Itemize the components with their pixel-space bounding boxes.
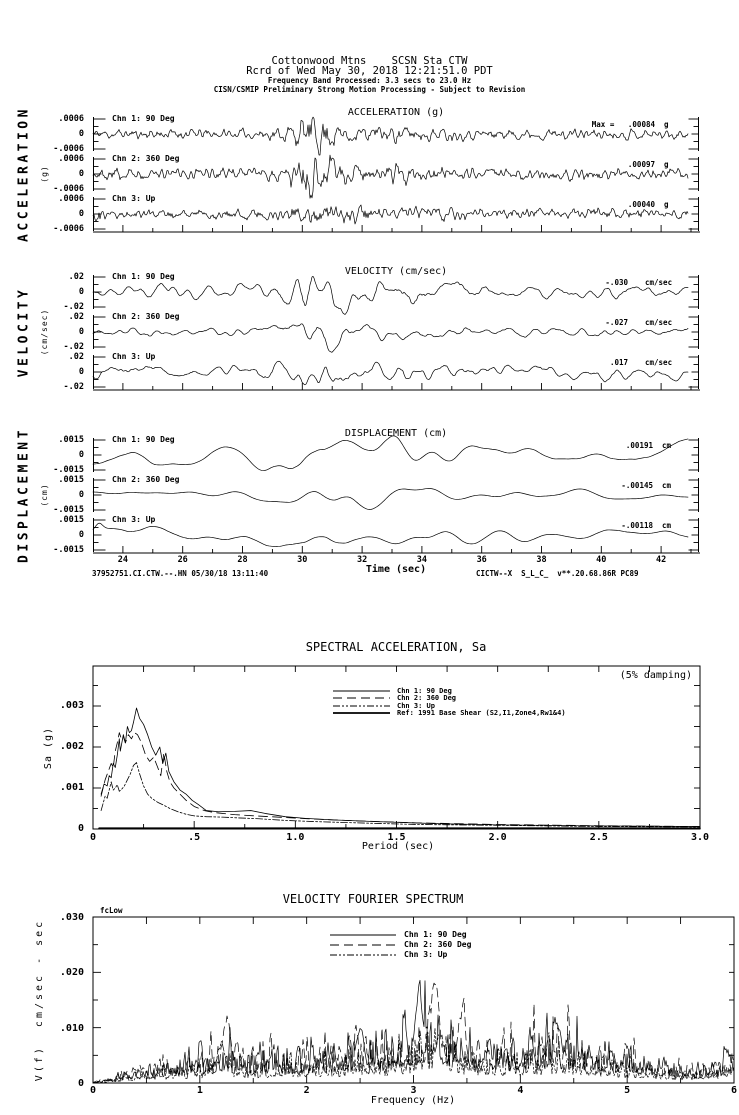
sa-x-tick-label: 2.0 [488, 832, 507, 843]
channel-label: Chn 3: Up [112, 515, 156, 524]
scale-tick-label: -.0006 [53, 224, 84, 234]
panel-side-label: ACCELERATION [16, 106, 32, 242]
fourier-x-tick-label: 4 [517, 1085, 524, 1096]
peak-value-label: Max = .00084 [591, 120, 655, 129]
record-stamp-right: CICTW--X S_L_C_ v**.20.68.86R PC89 [476, 569, 639, 578]
fourier-x-tick-label: 5 [624, 1085, 631, 1096]
peak-value-label: .00040 [627, 200, 655, 209]
sa-title: SPECTRAL ACCELERATION, Sa [305, 640, 487, 654]
time-tick-label: 24 [117, 555, 129, 565]
fourier-x-tick-label: 1 [196, 1085, 203, 1096]
sa-y-tick-label: .001 [59, 782, 84, 793]
peak-value-label: .017 [609, 358, 628, 367]
time-tick-label: 26 [177, 555, 188, 565]
time-tick-label: 32 [356, 555, 368, 565]
panel-side-units: (g) [40, 165, 49, 183]
peak-units-label: cm [662, 481, 672, 490]
header-disclaimer-line: CISN/CSMIP Preliminary Strong Motion Processing - Subject to Revision [213, 85, 526, 94]
time-tick-label: 28 [237, 555, 248, 565]
peak-units-label: g [664, 120, 669, 129]
scale-tick-label: -.0006 [53, 144, 84, 154]
panel-title: ACCELERATION (g) [347, 107, 445, 118]
panel-title: VELOCITY (cm/sec) [344, 266, 448, 277]
sa-x-tick-label: 1.0 [286, 832, 305, 843]
sa-legend-label: Ref: 1991 Base Shear (S2,I1,Zone4,Rw1&4) [397, 708, 566, 717]
panel-side-units: (cm) [40, 483, 49, 507]
scale-tick-label: -.02 [63, 382, 84, 392]
time-tick-label: 30 [297, 555, 308, 565]
channel-label: Chn 2: 360 Deg [112, 312, 180, 321]
record-stamp-left: 37952751.CI.CTW.--.HN 05/30/18 13:11:40 [92, 569, 269, 578]
header-station-line: Cottonwood Mtns SCSN Sta CTW [271, 55, 468, 67]
fourier-x-tick-label: 2 [303, 1085, 310, 1096]
scale-tick-label: .0015 [58, 435, 84, 445]
scale-tick-label: .0015 [58, 515, 84, 525]
sa-legend-label: Chn 3: Up [397, 701, 435, 710]
channel-label: Chn 2: 360 Deg [112, 154, 180, 163]
header-band-line: Frequency Band Processed: 3.3 secs to 23.0 Hz [267, 76, 472, 85]
scale-tick-label: 0 [78, 327, 84, 337]
fourier-x-tick-label: 6 [730, 1085, 738, 1096]
sa-x-tick-label: 2.5 [589, 832, 608, 843]
fourier-corner-frequency-label: fcLow [100, 906, 123, 915]
peak-value-label: -.027 [605, 318, 628, 327]
fourier-x-tick-label: 0 [89, 1085, 97, 1096]
fourier-x-axis-label: Frequency (Hz) [370, 1095, 456, 1106]
fourier-title: VELOCITY FOURIER SPECTRUM [282, 892, 464, 906]
channel-label: Chn 3: Up [112, 352, 156, 361]
sa-x-tick-label: .5 [188, 832, 201, 843]
scale-tick-label: .02 [68, 272, 84, 282]
scale-tick-label: 0 [78, 287, 84, 297]
scale-tick-label: -.02 [63, 342, 84, 352]
scale-tick-label: 0 [78, 367, 84, 377]
scale-tick-label: .0006 [58, 114, 84, 124]
peak-value-label: -.030 [605, 278, 628, 287]
fourier-legend-label: Chn 3: Up [404, 950, 448, 959]
scale-tick-label: .0006 [58, 194, 84, 204]
sa-legend-label: Chn 2: 360 Deg [397, 693, 457, 702]
time-axis-label: Time (sec) [365, 564, 427, 575]
sa-y-tick-label: 0 [77, 823, 84, 834]
panel-side-units: (cm/sec) [40, 308, 49, 356]
time-tick-label: 42 [655, 555, 667, 565]
scale-tick-label: -.0006 [53, 184, 84, 194]
peak-units-label: g [664, 160, 669, 169]
sa-x-tick-label: 1.5 [387, 832, 406, 843]
scale-tick-label: -.02 [63, 302, 84, 312]
peak-units-label: cm/sec [645, 318, 673, 327]
scale-tick-label: 0 [78, 450, 84, 460]
peak-value-label: -.00145 [621, 481, 653, 490]
time-tick-label: 34 [416, 555, 428, 565]
panel-side-label: DISPLACEMENT [16, 427, 32, 563]
scale-tick-label: -.0015 [53, 465, 84, 475]
panel-title: DISPLACEMENT (cm) [344, 428, 448, 439]
peak-units-label: cm [662, 521, 672, 530]
fourier-legend-label: Chn 2: 360 Deg [404, 940, 472, 949]
scale-tick-label: .0015 [58, 475, 84, 485]
fourier-y-tick-label: 0 [77, 1078, 84, 1089]
sa-x-axis-label: Period (sec) [361, 841, 435, 852]
fourier-y-tick-label: .030 [59, 912, 84, 923]
fourier-y-tick-label: .010 [59, 1022, 84, 1034]
sa-damping-note: (5% damping) [619, 670, 692, 681]
peak-value-label: .00191 [625, 441, 653, 450]
sa-y-axis-label: Sa (g) [43, 726, 54, 770]
fourier-x-tick-label: 3 [410, 1085, 417, 1096]
fourier-y-tick-label: .020 [59, 967, 84, 979]
scale-tick-label: 0 [78, 530, 84, 540]
channel-label: Chn 3: Up [112, 194, 156, 203]
channel-label: Chn 2: 360 Deg [112, 475, 180, 484]
sa-x-tick-label: 0 [89, 832, 97, 843]
peak-value-label: -.00118 [621, 521, 653, 530]
time-tick-label: 36 [476, 555, 487, 565]
fourier-y-axis-label: V(f) cm/sec - sec [34, 918, 45, 1082]
time-tick-label: 38 [536, 555, 547, 565]
scale-tick-label: .02 [68, 312, 84, 322]
scale-tick-label: .02 [68, 352, 84, 362]
peak-value-label: .00097 [627, 160, 655, 169]
scale-tick-label: -.0015 [53, 545, 84, 555]
peak-units-label: cm [662, 441, 672, 450]
sa-y-tick-label: .003 [59, 700, 84, 711]
sa-x-tick-label: 3.0 [690, 832, 710, 843]
peak-units-label: cm/sec [645, 358, 673, 367]
sa-legend-label: Chn 1: 90 Deg [397, 686, 452, 695]
time-tick-label: 40 [596, 555, 607, 565]
channel-label: Chn 1: 90 Deg [112, 272, 175, 281]
scale-tick-label: 0 [78, 129, 84, 139]
scale-tick-label: -.0015 [53, 505, 84, 515]
peak-units-label: g [664, 200, 669, 209]
scale-tick-label: 0 [78, 490, 84, 500]
fourier-legend-label: Chn 1: 90 Deg [404, 930, 467, 939]
sa-y-tick-label: .002 [59, 741, 84, 752]
scale-tick-label: 0 [78, 209, 84, 219]
channel-label: Chn 1: 90 Deg [112, 435, 175, 444]
scale-tick-label: 0 [78, 169, 84, 179]
panel-side-label: VELOCITY [16, 286, 32, 378]
header-record-line: Rcrd of Wed May 30, 2018 12:21:51.0 PDT [246, 65, 493, 77]
peak-units-label: cm/sec [645, 278, 673, 287]
scale-tick-label: .0006 [58, 154, 84, 164]
channel-label: Chn 1: 90 Deg [112, 114, 175, 123]
